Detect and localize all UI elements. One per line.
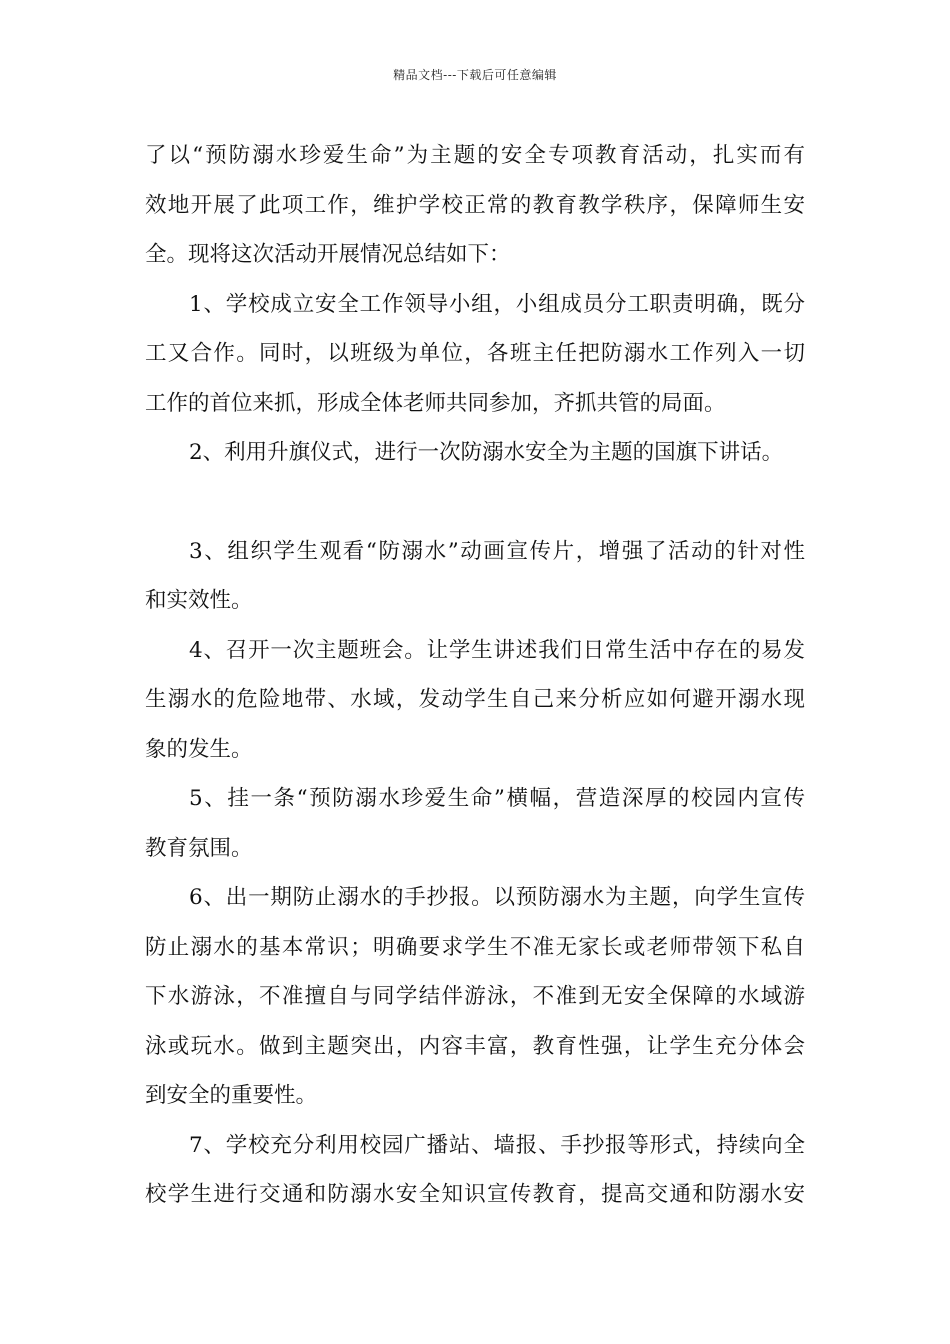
paragraph-item-7 bbox=[145, 1121, 805, 1220]
text-line: 2、利用升旗仪式，进行一次防溺水安全为主题的国旗下讲话。 bbox=[189, 440, 784, 465]
paragraph-item-3 bbox=[145, 527, 805, 626]
text-line: 3、组织学生观看“防溺水”动画宣传片，增强了活动的针对性 bbox=[189, 538, 805, 564]
paragraph-item-4 bbox=[145, 626, 805, 775]
text-line: 6、出一期防止溺水的手抄报。以预防溺水为主题，向学生宣传 bbox=[189, 885, 805, 910]
text-line: 下水游泳，不准擅自与同学结伴游泳，不准到无安全保障的水域游 bbox=[145, 984, 805, 1009]
text-line: 和实效性。 bbox=[145, 588, 253, 613]
text-line: 校学生进行交通和防溺水安全知识宣传教育，提高交通和防溺水安 bbox=[145, 1182, 805, 1207]
text-line: 生溺水的危险地带、水域，发动学生自己来分析应如何避开溺水现 bbox=[145, 687, 805, 712]
text-line: 1、学校成立安全工作领导小组，小组成员分工职责明确，既分 bbox=[189, 291, 805, 317]
paragraph-item-6 bbox=[145, 873, 805, 1121]
text-line: 象的发生。 bbox=[145, 736, 253, 762]
paragraph-item-1 bbox=[145, 280, 805, 429]
text-line: 工作的首位来抓，形成全体老师共同参加，齐抓共管的局面。 bbox=[145, 390, 726, 416]
text-line: 泳或玩水。做到主题突出，内容丰富，教育性强，让学生充分体会 bbox=[145, 1033, 805, 1059]
text-line: 防止溺水的基本常识；明确要求学生不准无家长或老师带领下私自 bbox=[145, 934, 805, 960]
text-line: 4、召开一次主题班会。让学生讲述我们日常生活中存在的易发 bbox=[189, 637, 805, 663]
text-line: 效地开展了此项工作，维护学校正常的教育教学秩序，保障师生安 bbox=[145, 192, 805, 218]
text-line: 5、挂一条“预防溺水珍爱生命”横幅，营造深厚的校园内宣传 bbox=[189, 786, 805, 811]
page-header: 精品文档---下载后可任意编辑 bbox=[393, 68, 557, 82]
paragraph-intro bbox=[145, 131, 805, 280]
document-body bbox=[145, 131, 805, 1220]
paragraph-item-5 bbox=[145, 774, 805, 873]
text-line: 了以“预防溺水珍爱生命”为主题的安全专项教育活动，扎实而有 bbox=[145, 143, 805, 168]
text-line: 到安全的重要性。 bbox=[145, 1083, 318, 1108]
text-line: 全。现将这次活动开展情况总结如下： bbox=[145, 242, 511, 267]
text-line: 7、学校充分利用校园广播站、墙报、手抄报等形式，持续向全 bbox=[189, 1132, 805, 1158]
text-line: 教育氛围。 bbox=[145, 835, 253, 861]
text-line: 工又合作。同时，以班级为单位，各班主任把防溺水工作列入一切 bbox=[145, 341, 805, 366]
paragraph-item-2 bbox=[145, 428, 805, 478]
